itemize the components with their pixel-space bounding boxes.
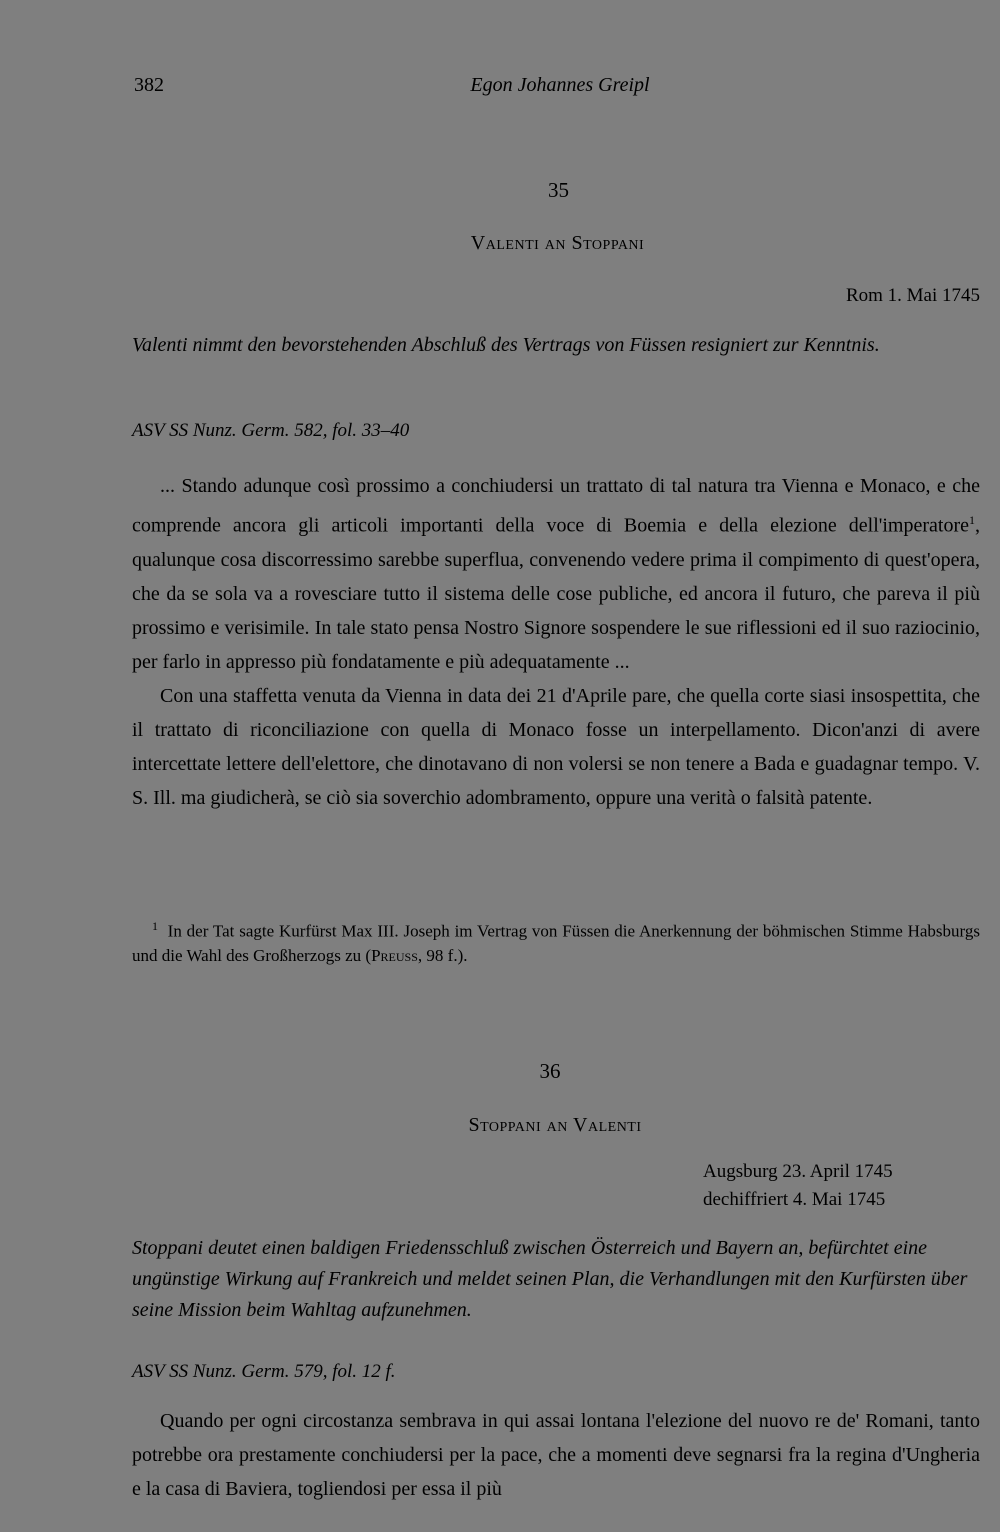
document-dateline [703, 1158, 893, 1214]
running-title: Egon Johannes Greipl [470, 74, 650, 96]
document-title: Valenti an Stoppani [470, 232, 645, 254]
body-paragraph: Con una staffetta venuta da Vienna in data dei 21 d'Aprile pare, che quella corte siasi insospettita, che il trattato di riconciliazione con quella di Monaco fosse un interpellamento. Dicon'anzi di avere intercettate lettere dell'elettore, che dinotavano di non volersi se non tenere a Bada e guadagnar tempo. V. S. Ill. ma giudicherà, se ciò sia soverchio adombramento, oppure una verità o falsità patente. [132, 684, 980, 809]
body-paragraph [132, 469, 980, 679]
dateline-line: Augsburg 23. April 1745 [703, 1161, 893, 1182]
document-summary: Stoppani deutet einen baldigen Friedensschluß zwischen Österreich und Bayern an, befürchtet eine ungünstige Wirkung auf Frankreich und meldet seinen Plan, die Verhandlungen mit den Kurfürsten über seine Mission beim Wahltag aufzunehmen. [132, 1237, 968, 1321]
page-number: 382 [134, 74, 164, 96]
document-summary: Valenti nimmt den bevorstehenden Abschluß des Vertrags von Füssen resigniert zur Kenntnis. [132, 334, 880, 356]
document-title: Stoppani an Valenti [468, 1114, 642, 1136]
document-number: 36 [539, 1059, 561, 1083]
footnote-number: 1 [152, 919, 158, 933]
footnote-text: , 98 f.). [417, 945, 468, 965]
document-number: 35 [548, 178, 569, 202]
paragraph-text: , qualunque cosa discorressimo sarebbe superflua, convenendo vedere prima il compimento di quest'opera, che da se sola va a rovesciare tutto il sistema delle cose publiche, ed ancora il futuro, che pareva il più prossimo e verisimile. In tale stato pensa Nostro Signore sospendere le sue riflessioni ed il suo raziocinio, per farlo in appresso più fondatamente e più adequatamente ... [132, 514, 980, 673]
footnote [132, 914, 980, 968]
footnote-reference: 1 [969, 513, 975, 527]
dateline-line: Rom 1. Mai 1745 [845, 285, 980, 306]
document-dateline [846, 282, 980, 310]
archive-source: ASV SS Nunz. Germ. 579, fol. 12 f. [132, 1361, 396, 1382]
footnote-text: In der Tat sagte Kurfürst Max III. Joseph im Vertrag von Füssen die Anerkennung der böhmischen Stimme Habsburgs und die Wahl des Großherzogs zu ( [132, 921, 980, 965]
dateline-line: dechiffriert 4. Mai 1745 [703, 1189, 886, 1210]
body-paragraph: Quando per ogni circostanza sembrava in qui assai lontana l'elezione del nuovo re de' Romani, tanto potrebbe ora prestamente conchiudersi per la pace, che a momenti deve segnarsi fra la regina d'Ungheria e la casa di Baviera, togliendosi per essa il più [132, 1410, 980, 1500]
paragraph-text: ... Stando adunque così prossimo a conchiudersi un trattato di tal natura tra Vienna e Monaco, e che comprende ancora gli articoli importanti della voce di Boemia e della elezione dell'imperatore [132, 475, 980, 537]
document-body [132, 469, 980, 815]
archive-source: ASV SS Nunz. Germ. 582, fol. 33–40 [132, 420, 410, 441]
document-body [132, 1404, 980, 1506]
footnote-author: Preuss [371, 945, 418, 965]
